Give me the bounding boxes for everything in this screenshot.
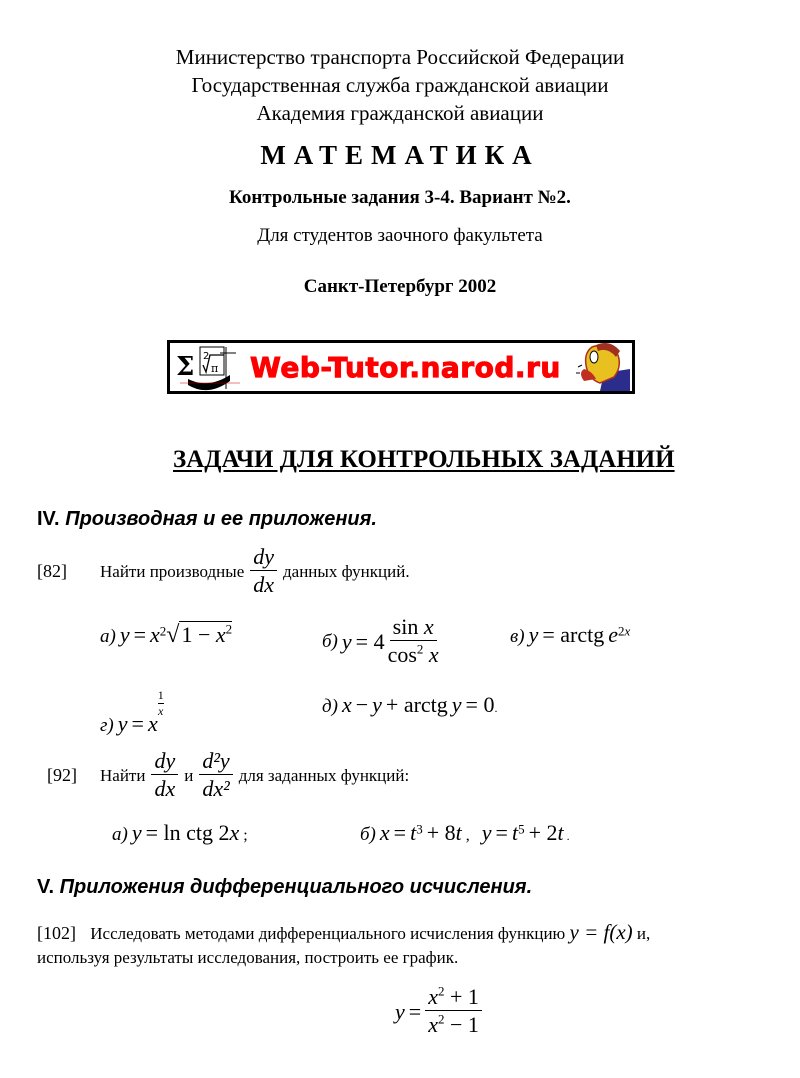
svg-text:Σ: Σ — [176, 352, 195, 382]
second-derivative-fraction: $\frac{\text{d²y}}{\text{dx²}}$ — [199, 748, 232, 803]
first-derivative-fraction: $\frac{dy}{dx}$ — [151, 748, 178, 803]
section-v-heading — [37, 876, 532, 899]
item-82b: б) y = 4 $\frac{\text{sin x}}{\cos^2 x}$ — [322, 614, 439, 667]
problem-102 — [37, 920, 777, 945]
math-logo-icon — [174, 345, 244, 391]
section-number: IV. — [37, 508, 60, 530]
item-82c: в) y = arctg $e^{2x}$ — [510, 622, 631, 647]
service-line: Государственная служба гражданской авиации — [191, 73, 609, 97]
problem-text-end: и, — [636, 924, 651, 943]
academy-line: Академия гражданской авиации — [256, 101, 544, 125]
item-82d: г) y = x $\frac{1}{x}$ — [100, 688, 164, 736]
conjunction: и — [184, 765, 194, 785]
ministry-line: Министерство транспорта Российской Федерации — [175, 45, 625, 69]
banner-text[interactable]: Web-Tutor.narod.ru — [250, 351, 561, 384]
section-iv-heading — [37, 508, 377, 531]
screaming-man-icon — [570, 343, 630, 391]
subtitle: Контрольные задания 3-4. Вариант №2. — [229, 187, 571, 208]
page-title: МАТЕМАТИКА — [260, 140, 540, 170]
problem-text-end: для заданных функций: — [238, 765, 410, 785]
item-92a: а) y = ln ctg 2x ; — [112, 820, 248, 845]
item-82a: а) $y = x^2√1 - x^2$ — [100, 621, 233, 648]
function-notation: y = f(x) — [569, 920, 633, 944]
city-year: Санкт-Петербург 2002 — [303, 276, 497, 297]
item-82e: д) x − y + arctg y = 0. — [322, 692, 498, 717]
section-title: Производная и ее приложения. — [65, 508, 377, 530]
audience-line: Для студентов заочного факультета — [257, 225, 543, 246]
formula-102: y = $\frac{x^2 + 1}{x^2 - 1}$ — [395, 984, 482, 1039]
problem-92 — [47, 748, 409, 803]
section-title: Приложения дифференциального исчисления. — [59, 876, 533, 898]
section-number: V. — [37, 876, 55, 898]
problem-text-end: данных функций. — [283, 561, 410, 581]
tasks-heading: ЗАДАЧИ ДЛЯ КОНТРОЛЬНЫХ ЗАДАНИЙ — [173, 446, 675, 473]
problem-82 — [37, 544, 410, 599]
web-tutor-banner[interactable] — [167, 340, 635, 394]
problem-102-line2: используя результаты исследования, построить ее график. — [37, 948, 459, 967]
problem-text: Найти производные — [100, 561, 245, 581]
item-92b: б) $x = t^3 + 8t$ , $y = t^5 + 2t$ . — [360, 820, 570, 845]
problem-text: Исследовать методами дифференциального исчисления функцию — [90, 924, 566, 943]
problem-number: [102] — [37, 923, 76, 943]
problem-text: Найти — [100, 765, 146, 785]
svg-text:π: π — [211, 362, 219, 375]
svg-text:2: 2 — [203, 351, 210, 362]
problem-number: [92] — [47, 765, 77, 785]
problem-number: [82] — [37, 561, 67, 581]
derivative-fraction: $\frac{dy}{dx}$ — [250, 544, 277, 599]
